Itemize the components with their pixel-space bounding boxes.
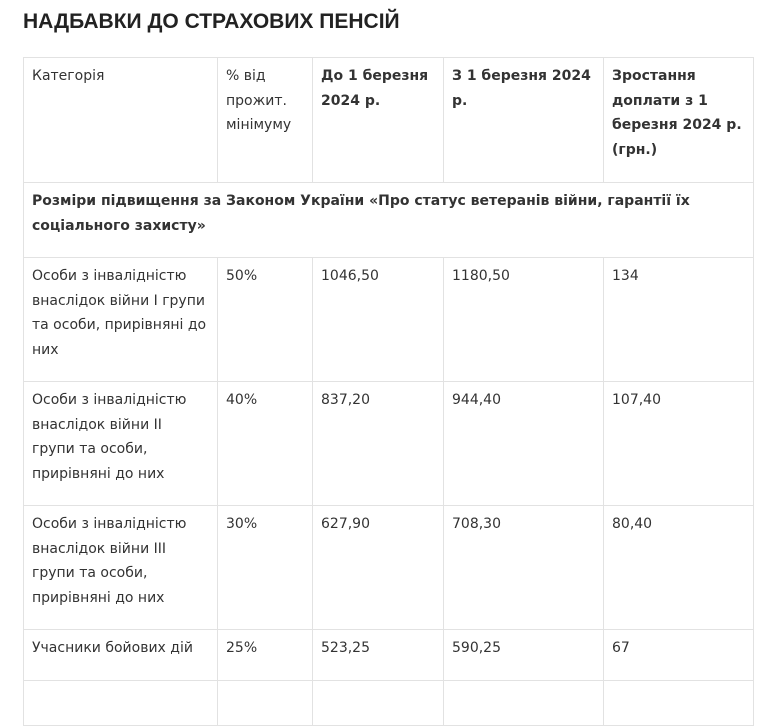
cell-category: Учасники бойових дій: [24, 630, 218, 681]
cell-after: 590,25: [444, 630, 604, 681]
table-row-partial: [24, 681, 754, 726]
page-title: НАДБАВКИ ДО СТРАХОВИХ ПЕНСІЙ: [23, 10, 400, 33]
cell-category: Особи з інвалідністю внаслідок війни ІІ групи та особи, прирівняні до них: [24, 382, 218, 506]
header-category: Категорія: [24, 58, 218, 183]
cell-after: 1180,50: [444, 258, 604, 382]
cell-before: 1046,50: [313, 258, 444, 382]
cell-increase: 134: [604, 258, 754, 382]
table-row: [24, 630, 754, 681]
cell-percent: 30%: [218, 506, 313, 630]
cell-before: 837,20: [313, 382, 444, 506]
cell-percent: 25%: [218, 630, 313, 681]
table-row: [24, 382, 754, 506]
table-row: [24, 258, 754, 382]
cell-percent: 50%: [218, 258, 313, 382]
empty-cell: [24, 681, 218, 726]
cell-before: 523,25: [313, 630, 444, 681]
section-row: [24, 183, 754, 258]
cell-category: Особи з інвалідністю внаслідок війни ІІІ групи та особи, прирівняні до них: [24, 506, 218, 630]
table-row: [24, 506, 754, 630]
pension-supplements-table: [23, 57, 754, 726]
table-header-row: [24, 58, 754, 183]
empty-cell: [313, 681, 444, 726]
section-title: Розміри підвищення за Законом України «Про статус ветеранів війни, гарантії їх соціального захисту»: [24, 183, 754, 258]
cell-increase: 80,40: [604, 506, 754, 630]
header-percent: % від прожит. мінімуму: [218, 58, 313, 183]
empty-cell: [604, 681, 754, 726]
empty-cell: [218, 681, 313, 726]
cell-before: 627,90: [313, 506, 444, 630]
header-after: З 1 березня 2024 р.: [444, 58, 604, 183]
empty-cell: [444, 681, 604, 726]
cell-after: 708,30: [444, 506, 604, 630]
header-increase: Зростання доплати з 1 березня 2024 р. (грн.): [604, 58, 754, 183]
cell-percent: 40%: [218, 382, 313, 506]
cell-increase: 107,40: [604, 382, 754, 506]
cell-category: Особи з інвалідністю внаслідок війни І групи та особи, прирівняні до них: [24, 258, 218, 382]
header-before: До 1 березня 2024 р.: [313, 58, 444, 183]
cell-increase: 67: [604, 630, 754, 681]
cell-after: 944,40: [444, 382, 604, 506]
